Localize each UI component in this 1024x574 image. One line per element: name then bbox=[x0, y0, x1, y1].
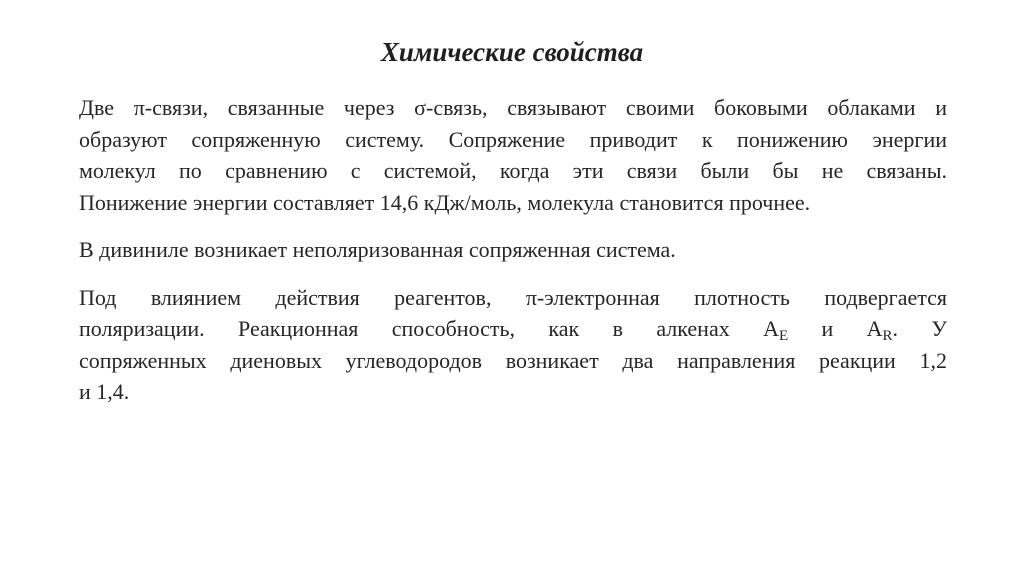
text-line: В дивиниле возникает неполяризованная сопряженная система. bbox=[79, 237, 676, 262]
subscript: R bbox=[882, 328, 893, 344]
paragraph-conjugation bbox=[79, 92, 947, 218]
text-line-with-subscripts bbox=[79, 313, 947, 345]
slide-title: Химические свойства bbox=[380, 37, 644, 67]
text-line: Две π-связи, связанные через σ-связь, связывают своими боковыми облаками и bbox=[79, 95, 947, 120]
slide-body bbox=[79, 92, 947, 424]
text-line: образуют сопряженную систему. Сопряжение приводит к понижению энергии bbox=[79, 126, 947, 152]
paragraph-divinyl bbox=[79, 234, 947, 266]
text-fragment: поляризации. Реакционная способность, как в алкенах А bbox=[79, 316, 779, 341]
text-line: и 1,4. bbox=[79, 379, 130, 404]
text-fragment: и А bbox=[788, 316, 883, 341]
text-line: Понижение энергии составляет 14,6 кДж/моль, молекула становится прочнее. bbox=[79, 189, 811, 215]
text-line: молекул по сравнению с системой, когда эти связи были бы не связаны. bbox=[79, 158, 947, 183]
text-line: сопряженных диеновых углеводородов возникает два направления реакции 1,2 bbox=[79, 347, 947, 373]
paragraph-polarization bbox=[79, 282, 947, 408]
subscript: E bbox=[778, 328, 789, 344]
text-line: Под влиянием действия реагентов, π-электронная плотность подвергается bbox=[79, 284, 947, 310]
text-fragment: . У bbox=[892, 316, 947, 341]
